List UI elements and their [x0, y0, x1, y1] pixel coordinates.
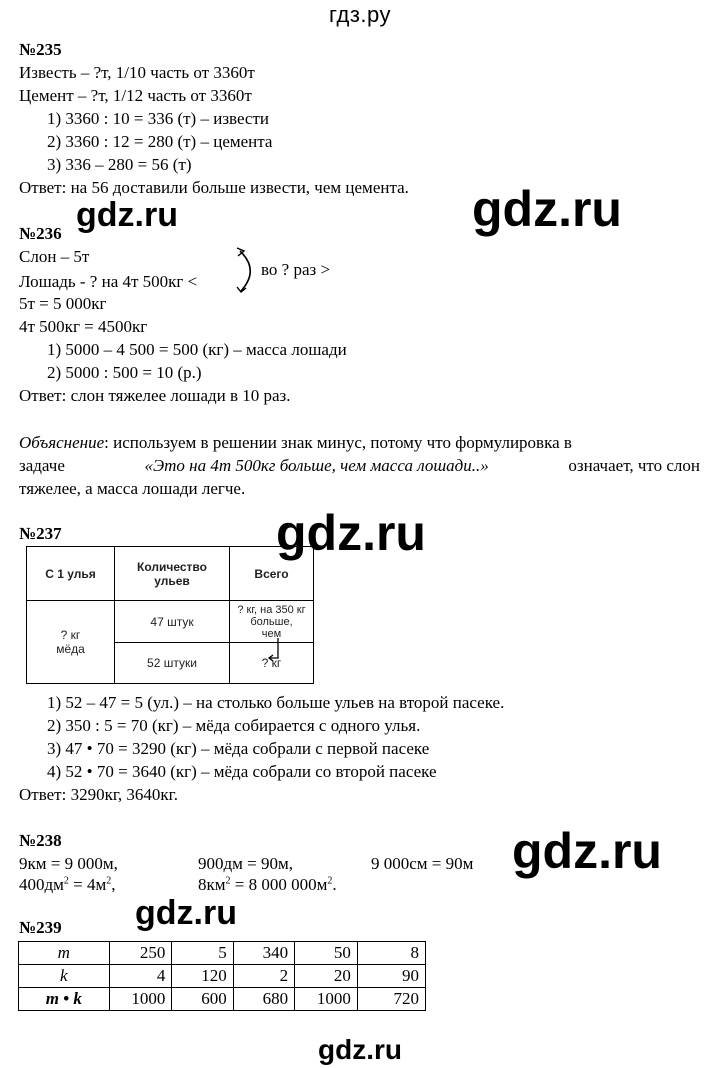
- row-label: m: [19, 942, 110, 965]
- watermark: gdz.ru: [76, 196, 178, 234]
- solution-step: 2) 3360 : 12 = 280 (т) – цемента: [47, 132, 273, 151]
- table-row: [19, 965, 426, 988]
- table-cell: 52 штуки: [115, 643, 230, 684]
- problem-number: №239: [19, 918, 62, 937]
- explanation-label: Объяснение: [19, 433, 105, 452]
- explanation-line: [19, 456, 700, 476]
- table-cell: 50: [295, 942, 358, 965]
- solution-step: 1) 5000 – 4 500 = 500 (кг) – масса лошади: [47, 340, 347, 359]
- answer: Ответ: слон тяжелее лошади в 10 раз.: [19, 386, 291, 405]
- table-cell: 8: [357, 942, 425, 965]
- header-site: гдз.ру: [328, 2, 392, 27]
- table-cell: ? кг мёда: [27, 601, 115, 684]
- table-cell: 5: [172, 942, 233, 965]
- table-header: С 1 улья: [27, 547, 115, 601]
- explanation-text: задаче: [19, 456, 65, 475]
- text-line: Слон – 5т: [19, 247, 90, 266]
- solution-step: 3) 47 • 70 = 3290 (кг) – мёда собрали с первой пасеке: [47, 739, 430, 758]
- table-cell: ? кг: [230, 643, 314, 684]
- explanation-line: [19, 433, 700, 453]
- table-cell: 4: [109, 965, 172, 988]
- text-line: Лошадь - ? на 4т 500кг <: [19, 272, 198, 291]
- table-header: Всего: [230, 547, 314, 601]
- watermark: gdz.ru: [472, 181, 622, 237]
- problem-number: №237: [19, 524, 62, 543]
- watermark: gdz.ru: [276, 505, 426, 561]
- solution-step: 2) 350 : 5 = 70 (кг) – мёда собирается с одного улья.: [47, 716, 421, 735]
- table-cell: 47 штук: [115, 601, 230, 643]
- problem-number: №235: [19, 40, 62, 59]
- table-row: [19, 988, 426, 1011]
- bracket-label: во ? раз >: [261, 260, 331, 279]
- conversion: 900дм = 90м,: [198, 854, 294, 873]
- text-line: Цемент – ?т, 1/12 часть от 3360т: [19, 86, 252, 105]
- table-cell: 1000: [109, 988, 172, 1011]
- row-label: k: [19, 965, 110, 988]
- footer-site: gdz.ru: [318, 1034, 402, 1065]
- watermark: gdz.ru: [135, 894, 237, 932]
- table-cell: 1000: [295, 988, 358, 1011]
- solution-step: 2) 5000 : 500 = 10 (р.): [47, 363, 202, 382]
- text-line: 5т = 5 000кг: [19, 294, 107, 313]
- solution-step: 1) 3360 : 10 = 336 (т) – извести: [47, 109, 270, 128]
- explanation-line: тяжелее, а масса лошади легче.: [19, 479, 246, 498]
- conversion: 9км = 9 000м,: [19, 854, 118, 873]
- table-cell: 120: [172, 965, 233, 988]
- row-label: m • k: [19, 988, 110, 1011]
- solution-step: 4) 52 • 70 = 3640 (кг) – мёда собрали со второй пасеке: [47, 762, 437, 781]
- table-cell: 680: [233, 988, 294, 1011]
- problem-number: №236: [19, 224, 62, 243]
- answer: Ответ: на 56 доставили больше извести, чем цемента.: [19, 178, 409, 197]
- bracket-arrow-icon: [234, 246, 264, 296]
- conversion: $400дм^2 = 4м^2$,: [19, 875, 116, 894]
- table-row: [19, 942, 426, 965]
- conversion: 9 000см = 90м: [371, 854, 474, 873]
- table-cell: 720: [357, 988, 425, 1011]
- text-line: 4т 500кг = 4500кг: [19, 317, 148, 336]
- text-line: Известь – ?т, 1/10 часть от 3360т: [19, 63, 255, 82]
- problem-number: №238: [19, 831, 62, 850]
- watermark: gdz.ru: [512, 823, 662, 879]
- explanation-text: означает, что слон: [568, 456, 700, 475]
- conversion: $8км^2 = 8$ 000 $000м^2$.: [198, 875, 337, 894]
- table-cell: 600: [172, 988, 233, 1011]
- explanation-quote: «Это на 4т 500кг больше, чем масса лошади..»: [144, 456, 489, 475]
- table-cell: ? кг, на 350 кг больше, чем: [230, 601, 314, 643]
- table-cell: 250: [109, 942, 172, 965]
- solution-step: 3) 336 – 280 = 56 (т): [47, 155, 192, 174]
- answer: Ответ: 3290кг, 3640кг.: [19, 785, 178, 804]
- table-header: Количество ульев: [115, 547, 230, 601]
- table-cell: 20: [295, 965, 358, 988]
- return-arrow-icon: [266, 636, 286, 666]
- solution-step: 1) 52 – 47 = 5 (ул.) – на столько больше ульев на второй пасеке.: [47, 693, 505, 712]
- explanation-text: : используем в решении знак минус, потому что формулировка в: [104, 433, 572, 452]
- table-cell: 340: [233, 942, 294, 965]
- table-cell: 2: [233, 965, 294, 988]
- mk-table: [18, 941, 426, 1011]
- table-cell: 90: [357, 965, 425, 988]
